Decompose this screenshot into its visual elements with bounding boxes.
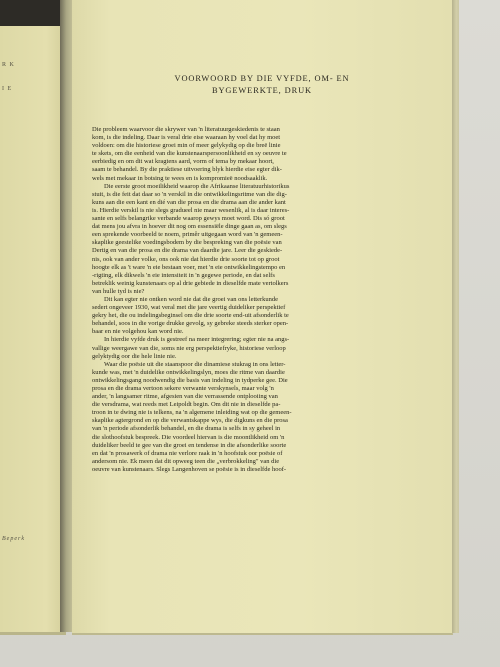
text-line: behandel, soos in die vorige drukke gevolg, sy gebreke steeds sterker open- [92,320,289,328]
body-text [92,126,431,474]
text-line: skaplike geestelike voedingsbodem by die bespreking van die poësie van [92,239,282,247]
text-line: hoogte elk as 't ware 'n eie bestaan voer, met 'n eie ontwikkelingstempo en [92,263,286,271]
heading-line: VOORWOORD BY DIE VYFDE, OM- EN [174,74,350,83]
text-line: Die eerste groot moeilikheid waarop die Afrikaanse literatuurhistorikus [104,182,290,190]
heading-line: BYGEWERKTE, DRUK [211,86,312,95]
text-line: sante en selfs belangrike verbande waarop gewys moet word. Dis só groot [92,215,285,223]
text-line: gelyktydig oor die hele linie nie. [92,352,177,360]
text-line: Dertig en van die prosa en die drama van daardie jare. Leer die geskiede- [92,247,283,255]
text-line: te skets, om die eenheid van die kunstenaarspersoonlikheid en sy oeuvre te [92,150,287,158]
text-line: andersom nie. Ek meen dat dit opweeg teen die „verbrokkeling" van die [92,457,280,465]
text-line: gekry het, die ou indelingsbeginsel om die drie soorte end-uit afsonderlik te [92,312,289,320]
page-heading [96,73,428,97]
text-line: prosa en die drama vertoon sekere verwante verskynsels, maar volg 'n [92,385,274,392]
text-line: dat mens jou afvra in hoever dit nog om essensiële dinge gaan as, om slegs [92,223,287,231]
text-line: ontwikkelingsgang noodwendig die basis van indeling in tydperke gee. Die [92,376,288,384]
text-line: die versdrama, wat reeds met Leipoldt begin. Om dit nie in dieselfde pa- [92,401,281,409]
left-page [0,0,66,635]
text-line: Waar die poësie uit die staanspoor die dinamiese stukrag in ons letter- [104,360,286,368]
text-line: troon in te dwing nie is telkens, na 'n algemene inleiding wat op die gemeen- [92,409,292,417]
text-line: sedert ongeveer 1930, wat veral met die jare veertig duideliker perspektief [92,304,286,312]
text-line: Dit kan egter nie ontken word nie dat die groei van ons letterkunde [104,295,279,303]
text-line: die slothoofstuk bespreek. Die voordeel hiervan is die moontlikheid om 'n [92,433,285,441]
text-line: een sprekende voorbeeld te noem, primêr uitgegaan word van 'n gemeen- [92,231,283,239]
text-line: oeuvre van kunstenaars. Slegs Langenhoven se poësie is in dieselfde hoof- [92,465,287,473]
text-line: wels met mekaar in botsing te wees en is kompromieë noodsaaklik. [92,174,268,182]
text-line: skaplike agtergrond en op die verwantskappe wys, die digkuns en die prosa [92,417,288,425]
text-line: baar en nie volgehou kan word nie. [92,328,184,336]
text-line: is. Hierdie verskil is nie slegs gradueel nie maar wesenlik, al is daar interes- [92,206,290,214]
text-line: saam te behandel. By die praktiese uitvoering blyk hierdie eise egter dik- [92,166,282,174]
text-line: kuns aan die een kant en dié van die prosa en die drama aan die ander kant [92,198,286,206]
text-line: vallige weergawe van die, soms nie erg perspektiefryke, historiese verloop [92,344,286,352]
text-line: Die probleem waarvoor die skrywer van 'n literatuurgeskiedenis te staan [92,126,280,133]
left-page-text-fragment: I E [2,86,13,92]
left-page-text-fragment: Beperk [2,536,25,542]
book-cover-edge [0,0,66,26]
text-line: van hulle tyd is nie? [92,287,145,295]
text-line: In hierdie vyfde druk is gestreef na meer integrering; egter nie na angs- [104,336,290,344]
text-line: betreklik weinig kunstenaars op al drie gebiede in dieselfde mate vertolkers [92,279,289,287]
text-line: ander, 'n langsamer ritme, afgesien van die verrassende ontplooiing van [92,393,278,401]
left-page-text-fragment: R K [2,62,15,68]
page-stack-edge [452,0,459,633]
text-line: nis, ook van ander volke, ons ook nie dat hierdie drie soorte tot op groot [92,255,280,263]
text-line: duideliker beeld te gee van die groei en tendense in die afsonderlike soorte [92,441,287,449]
text-line: -rigting, elk dikwels 'n eie intensiteit in 'n gegewe periode, en dat selfs [92,271,275,279]
text-line: stuit, is die feit dat daar so 'n verskil in die ontwikkelingsritme van die dig- [92,190,287,198]
text-line: voldoen: om die historiese groei min of meer gelykydig op die breë linie [92,142,281,150]
text-line: eerbiedig en om dit wat kragtens aard, vorm of tema by mekaar hoort, [92,158,274,166]
text-line: kom, is die indeling. Daar is veral drie eise waaraan hy voel dat hy moet [92,134,281,142]
text-line: en dat 'n prosawerk of drama nie verlore raak in 'n hoofstuk oor poësie of [92,449,283,457]
text-line: van 'n periode afsonderlik behandel, en die drama is selfs in sy geheel in [92,425,281,433]
text-line: kunde was, met 'n duidelike ontwikkelingslyn, moes die ritme van daardie [92,368,285,376]
